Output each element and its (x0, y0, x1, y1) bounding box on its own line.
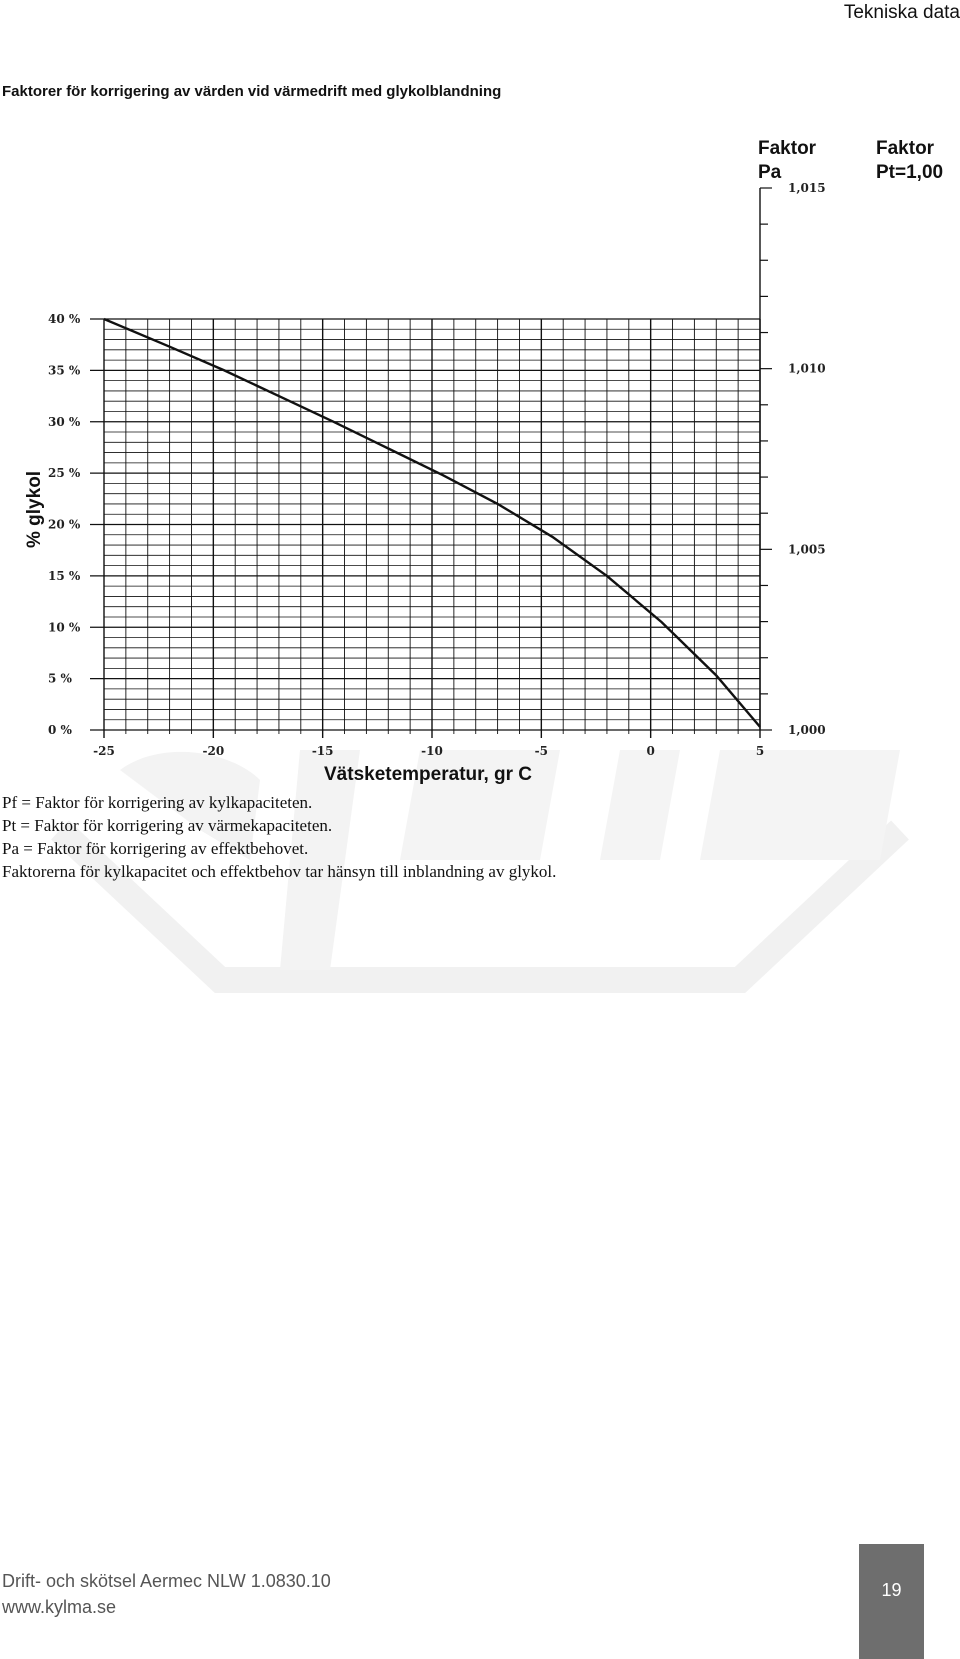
y-tick-label: 0 % (48, 723, 72, 737)
pt-note-2: Pt=1,00 (876, 162, 944, 183)
chart-grid (90, 319, 760, 738)
y-tick-label: 40 % (48, 312, 81, 326)
x-tick-label: 5 (755, 744, 765, 758)
x-tick-label: -20 (202, 744, 225, 758)
note-glycol: Faktorerna för kylkapacitet och effektbehov tar hänsyn till inblandning av glykol. (2, 862, 557, 881)
y-tick-label: 5 % (48, 671, 72, 686)
pa-axis-title-2: Pa (758, 162, 782, 183)
x-tick-label: -25 (93, 744, 115, 758)
note-pa: Pa = Faktor för korrigering av effektbehovet. (2, 839, 309, 858)
footer (2, 1568, 331, 1620)
pa-tick-label: 1,015 (788, 181, 826, 195)
pt-note-1: Faktor (876, 138, 935, 159)
footer-website: www.kylma.se (2, 1597, 117, 1617)
y-tick-label: 35 % (48, 363, 81, 378)
pa-factor-axis (760, 188, 772, 730)
pa-tick-label: 1,000 (788, 723, 826, 737)
page-title: Faktorer för korrigering av värden vid värmedrift med glykolblandning (2, 83, 502, 100)
x-tick-label: -10 (421, 744, 443, 758)
section-label: Tekniska data (843, 2, 960, 23)
y-tick-labels (48, 312, 81, 737)
pa-tick-labels (788, 181, 826, 737)
pa-tick-label: 1,005 (788, 542, 826, 557)
y-tick-label: 15 % (48, 568, 81, 583)
x-tick-labels (93, 744, 764, 758)
y-axis-title: % glykol (24, 470, 45, 548)
notes-block (2, 791, 592, 883)
y-tick-label: 30 % (48, 414, 81, 429)
y-tick-label: 25 % (48, 466, 81, 481)
page-number-box (859, 1544, 924, 1659)
note-pt: Pt = Faktor för korrigering av värmekapaciteten. (2, 816, 333, 835)
page-number: 19 (881, 1580, 902, 1600)
footer-doc-title: Drift- och skötsel Aermec NLW 1.0830.10 (2, 1571, 331, 1591)
pa-tick-label: 1,010 (788, 361, 826, 376)
note-pf: Pf = Faktor för korrigering av kylkapaciteten. (2, 793, 313, 812)
glycol-correction-chart (0, 128, 960, 788)
pa-axis-title-1: Faktor (758, 138, 817, 159)
x-tick-label: -15 (311, 744, 334, 758)
y-tick-label: 10 % (48, 620, 81, 635)
x-tick-label: 0 (646, 744, 655, 758)
y-tick-label: 20 % (48, 517, 81, 532)
x-axis-title: Vätsketemperatur, gr C (324, 764, 533, 785)
x-tick-label: -5 (534, 744, 549, 758)
